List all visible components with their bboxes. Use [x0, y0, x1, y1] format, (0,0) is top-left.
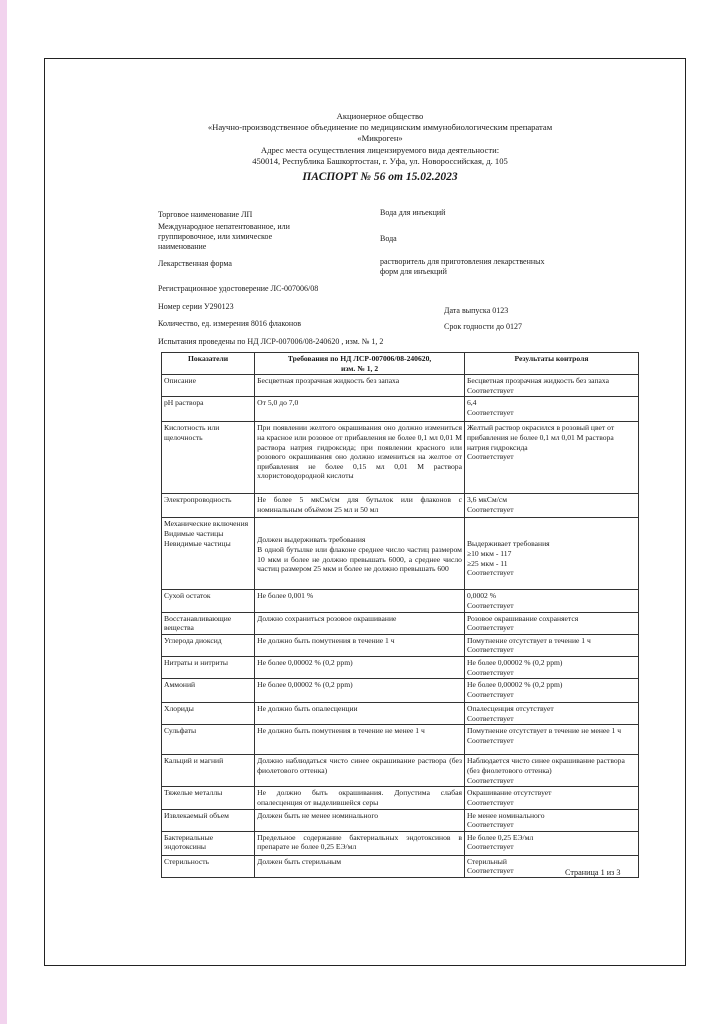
row-result-line: Не более 0,25 ЕЭ/мл: [466, 832, 534, 842]
row-result: [464, 375, 638, 397]
expiry-date: Срок годности до 0127: [444, 322, 523, 331]
row-result: [464, 725, 638, 755]
row-result: [464, 787, 638, 809]
table-row: [162, 656, 639, 678]
row-result: [464, 422, 638, 494]
header-results: Результаты контроля: [464, 353, 638, 375]
trade-name-value: Вода для инъекций: [380, 208, 446, 217]
row-result-line: Соответствует: [466, 645, 514, 655]
row-result-line: 6,4: [466, 398, 477, 408]
form-value-1: растворитель для приготовления лекарственных: [380, 257, 545, 266]
header-indicator: Показатели: [162, 353, 255, 375]
header-requirements: [255, 353, 465, 375]
row-requirement: Не должно быть окрашивания. Допустима слабая опалесценция от выделившейся серы: [255, 787, 465, 809]
row-result-line: Помутнение отсутствует в течение 1 ч: [466, 635, 591, 645]
row-name: Восстанавливающие вещества: [162, 612, 255, 634]
row-result-line: Соответствует: [466, 713, 514, 723]
table-row: [162, 787, 639, 809]
row-requirement: Не более 0,00002 % (0,2 ppm): [255, 679, 465, 703]
row-name: Описание: [162, 375, 255, 397]
row-name: Хлориды: [162, 703, 255, 725]
inn-value: Вода: [380, 234, 397, 243]
results-table: [161, 352, 639, 878]
row-result: [464, 397, 638, 422]
org-type: Акционерное общество: [336, 111, 424, 121]
row-result-line: 0,0002 %: [466, 591, 497, 601]
passport-title: ПАСПОРТ № 56 от 15.02.2023: [302, 171, 458, 183]
row-name: Электропроводность: [162, 494, 255, 518]
row-result-line: Помутнение отсутствует в течение не менее 1 ч: [466, 726, 622, 736]
row-result-line: Бесцветная прозрачная жидкость без запаха: [466, 376, 609, 386]
row-name: Бактериальные эндотоксины: [162, 831, 255, 855]
inn-label-3: наименование: [158, 242, 207, 251]
row-requirement: Бесцветная прозрачная жидкость без запаха: [255, 375, 465, 397]
row-name: pH раствора: [162, 397, 255, 422]
row-result-line: Желтый раствор окрасился в розовый цвет от прибавления не более 0,1 мл 0,01 М раствора натрия гидроксида: [466, 423, 615, 452]
form-value-2: форм для инъекций: [380, 267, 447, 276]
row-result-line: Соответствует: [466, 775, 514, 785]
row-requirement: Должно наблюдаться чисто синее окрашивание раствора (без фиолетового оттенка): [255, 755, 465, 787]
address: 450014, Республика Башкортостан, г. Уфа, ул. Новороссийская, д. 105: [252, 156, 508, 166]
row-requirement: Должен быть стерильным: [255, 855, 465, 877]
table-row: [162, 679, 639, 703]
row-requirement-line: Должен выдерживать требования: [257, 535, 366, 545]
row-result-line: Соответствует: [466, 568, 514, 578]
row-result-line: ≥10 мкм - 117: [466, 548, 512, 558]
table-row: [162, 494, 639, 518]
row-result: [464, 494, 638, 518]
row-name: Сухой остаток: [162, 590, 255, 612]
row-result: [464, 634, 638, 656]
row-name: Механические включения Видимые частицы Невидимые частицы: [162, 518, 255, 590]
org-name: «Научно-производственное объединение по медицинским иммунобиологическим препаратам: [207, 122, 553, 132]
row-result-line: Соответствует: [466, 623, 514, 633]
row-result: [464, 703, 638, 725]
row-result-line: Соответствует: [466, 735, 514, 745]
row-result-line: Опалесценция отсутствует: [466, 704, 554, 714]
row-result-line: Соответствует: [466, 667, 514, 677]
table-row: [162, 612, 639, 634]
row-name: Тяжелые металлы: [162, 787, 255, 809]
row-name: Кальций и магний: [162, 755, 255, 787]
row-name: Извлекаемый объем: [162, 809, 255, 831]
row-name: Стерильность: [162, 855, 255, 877]
row-requirement: Должен быть не менее номинального: [255, 809, 465, 831]
page-left-edge: [0, 0, 7, 1024]
row-result-line: Соответствует: [466, 842, 514, 852]
header-requirements-line-2: изм. № 1, 2: [340, 363, 379, 373]
table-row: [162, 831, 639, 855]
release-date: Дата выпуска 0123: [444, 306, 509, 315]
address-label: Адрес места осуществления лицензируемого вида деятельности:: [260, 145, 500, 155]
row-name: Кислотность или щелочность: [162, 422, 255, 494]
row-result-line: Соответствует: [466, 820, 514, 830]
row-requirement: [255, 518, 465, 590]
row-requirement-line: В одной бутылке или флаконе среднее число частиц размером 10 мкм и более не должно превышать 6000, а среднее число частиц размером 25 мкм и более не должно превышать 600: [257, 544, 462, 574]
page-number: Страница 1 из 3: [565, 868, 621, 877]
inn-label-2: группировочное, или химическое: [158, 232, 273, 241]
row-result-line: Окрашивание отсутствует: [466, 788, 552, 798]
row-requirement: Не должно быть помутнения в течение не менее 1 ч: [255, 725, 465, 755]
row-requirement: Должно сохраниться розовое окрашивание: [255, 612, 465, 634]
table-row: [162, 397, 639, 422]
row-requirement: Предельное содержание бактериальных эндотоксинов в препарате не более 0,25 ЕЭ/мл: [255, 831, 465, 855]
table-row: [162, 422, 639, 494]
registration-certificate: Регистрационное удостоверение ЛС-007006/08: [158, 284, 319, 293]
row-result: [464, 518, 638, 590]
row-result: [464, 590, 638, 612]
row-result-line: Выдерживает требования: [466, 539, 550, 549]
row-result-line: Соответствует: [466, 866, 514, 876]
quantity: Количество, ед. измерения 8016 флаконов: [158, 319, 301, 328]
row-result-line: Не более 0,00002 % (0,2 ppm): [466, 657, 563, 667]
row-result: [464, 679, 638, 703]
header-requirements-line-1: Требования по НД ЛСР-007006/08-240620,: [287, 354, 432, 363]
row-result-line: Соответствует: [466, 600, 514, 610]
form-label: Лекарственная форма: [158, 259, 232, 268]
row-result-line: Соответствует: [466, 504, 514, 514]
row-requirement: Не должно быть опалесценции: [255, 703, 465, 725]
row-requirement: Не более 5 мкСм/см для бутылок или флаконов с номинальным объёмом 25 мл и 50 мл: [255, 494, 465, 518]
trade-name-label: Торговое наименование ЛП: [158, 210, 253, 219]
table-row: [162, 518, 639, 590]
row-result-line: Наблюдается чисто синее окрашивание раствора (без фиолетового оттенка): [466, 756, 625, 775]
row-requirement: Не должно быть помутнения в течение 1 ч: [255, 634, 465, 656]
row-requirement: От 5,0 до 7,0: [255, 397, 465, 422]
row-name: Сульфаты: [162, 725, 255, 755]
table-row: [162, 590, 639, 612]
row-result: [464, 612, 638, 634]
org-short-name: «Микроген»: [357, 133, 403, 143]
tests-performed-by: Испытания проведены по НД ЛСР-007006/08-240620 , изм. № 1, 2: [158, 337, 384, 346]
row-result-line: 3,6 мкСм/см: [466, 495, 508, 505]
table-row: [162, 703, 639, 725]
row-result-line: Соответствует: [466, 407, 514, 417]
row-result: [464, 831, 638, 855]
series-number: Номер серии У290123: [158, 302, 234, 311]
row-result-line: Соответствует: [466, 452, 514, 462]
table-row: [162, 634, 639, 656]
row-result-line: Не менее номинального: [466, 810, 545, 820]
row-name: Аммоний: [162, 679, 255, 703]
table-row: [162, 375, 639, 397]
inn-label-1: Международное непатентованное, или: [158, 222, 290, 231]
row-result-line: Соответствует: [466, 385, 514, 395]
table-row: [162, 809, 639, 831]
table-header-row: [162, 353, 639, 375]
row-requirement: При появлении желтого окрашивания оно должно измениться на красное или розовое от прибавления не более 0,1 мл 0,01 М раствора натрия гидроксида; при появлении красного или розового окрашивания оно должно измениться на желтое от прибавления не более 0,15 мл 0,01 М раствора хлористоводородной кислоты: [255, 422, 465, 494]
row-name: Нитраты и нитриты: [162, 656, 255, 678]
row-result: [464, 809, 638, 831]
row-requirement: Не более 0,00002 % (0,2 ppm): [255, 656, 465, 678]
row-result-line: Розовое окрашивание сохраняется: [466, 613, 579, 623]
row-result: [464, 755, 638, 787]
row-result-line: Не более 0,00002 % (0,2 ppm): [466, 680, 563, 690]
row-result-line: Соответствует: [466, 797, 514, 807]
row-result-line: Стерильный: [466, 856, 507, 866]
table-row: [162, 725, 639, 755]
row-requirement: Не более 0,001 %: [255, 590, 465, 612]
row-name: Углерода диоксид: [162, 634, 255, 656]
row-result: [464, 656, 638, 678]
row-result-line: ≥25 мкм - 11: [466, 558, 508, 568]
row-result-line: Соответствует: [466, 689, 514, 699]
table-row: [162, 755, 639, 787]
